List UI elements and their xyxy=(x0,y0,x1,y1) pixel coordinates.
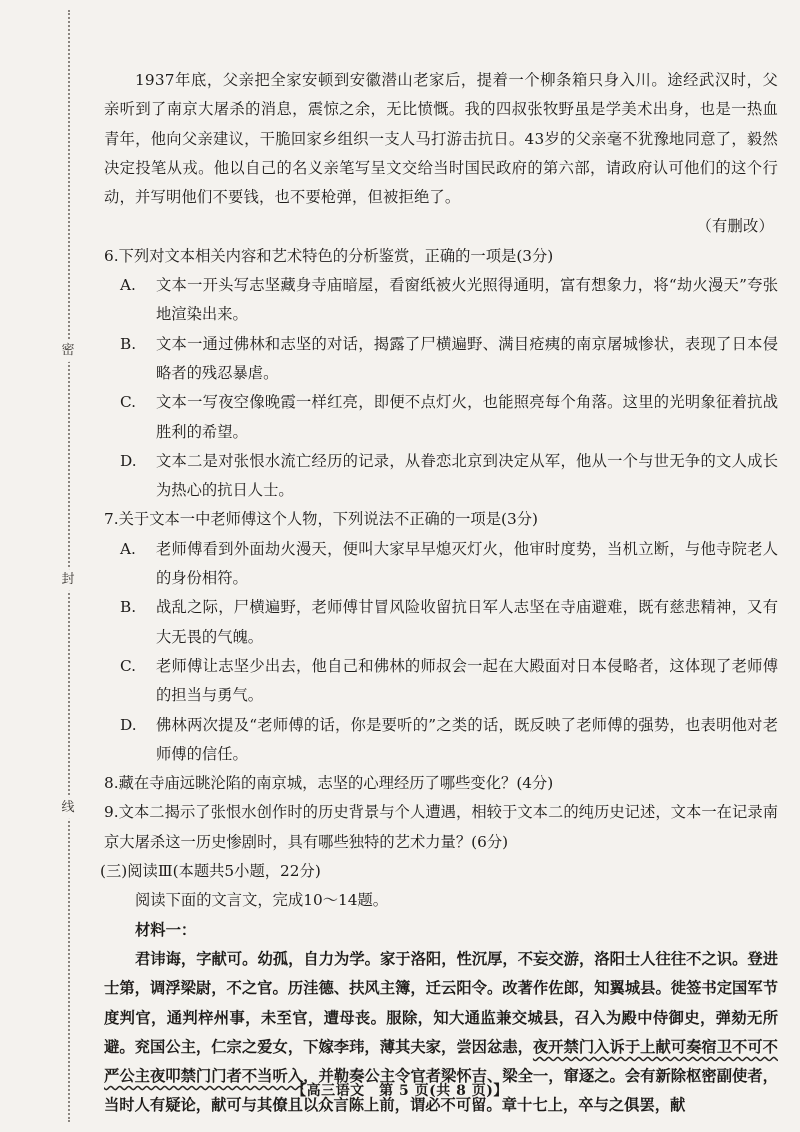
option-label: C. xyxy=(120,393,137,412)
section-3-heading: (三)阅读Ⅲ(本题共5小题，22分) xyxy=(100,862,321,881)
margin-seal-mi: 密 xyxy=(57,340,79,362)
question-7 xyxy=(104,505,778,769)
question-6 xyxy=(104,242,778,506)
option-b xyxy=(104,593,778,652)
question-stem: 7.关于文本一中老师傅这个人物，下列说法不正确的一项是(3分) xyxy=(104,510,538,529)
option-label: B. xyxy=(120,334,137,353)
option-text: 佛林两次提及“老师傅的话，你是要听的”之类的话，既反映了老师傅的强势，也表明他对老师傅的信任。 xyxy=(156,715,778,763)
option-text: 老师傅让志坚少出去，他自己和佛林的师叔会一起在大殿面对日本侵略者，这体现了老师傅的担当与勇气。 xyxy=(156,656,778,705)
option-c xyxy=(104,388,778,447)
option-d xyxy=(104,711,778,770)
margin-seal-feng: 封 xyxy=(57,569,79,591)
option-text: 战乱之际，尸横遍野，老师傅甘冒风险收留抗日军人志坚在寺庙避难，既有慈悲精神，又有大无畏的气魄。 xyxy=(156,598,778,646)
wavy-underlined-text: 夜开禁门入诉于上献可奏宿卫不可不严公主夜叩禁门门者不当听入 xyxy=(104,1037,778,1086)
option-label: D. xyxy=(120,715,137,734)
option-d xyxy=(104,447,778,506)
passage-source-note: （有删改） xyxy=(696,217,774,236)
option-label: D. xyxy=(120,451,137,470)
option-text: 文本一开头写志坚藏身寺庙暗屋，看窗纸被火光照得通明，富有想象力，将“劫火漫天”夸张地渲染出来。 xyxy=(156,276,778,324)
question-8: 8.藏在寺庙远眺沦陷的南京城，志坚的心理经历了哪些变化？(4分) xyxy=(104,774,554,793)
option-a xyxy=(104,271,778,330)
option-label: B. xyxy=(120,598,137,617)
option-c xyxy=(104,652,778,711)
question-9 xyxy=(104,798,778,857)
option-a xyxy=(104,535,778,594)
option-label: A. xyxy=(120,539,136,558)
option-text: 文本二是对张恨水流亡经历的记录，从眷恋北京到决定从军，他从一个与世无争的文人成长为热心的抗日人士。 xyxy=(156,451,778,500)
option-text: 老师傅看到外面劫火漫天，便叫大家早早熄灭灯火，他审时度势，当机立断，与他寺院老人的身份相符。 xyxy=(156,539,778,588)
classical-text-before: 君讳诲，字献可。幼孤，自力为学。家于洛阳，性沉厚，不妄交游，洛阳士人往往不之识。登进士第，调浮梁尉，不之官。历洼德、扶风主簿，迁云阳令。改著作佐郎，知翼城县。徙签书定国军节度判官，通判梓州事，未至官，遭母丧。服除，知大通监兼交城县，召入为殿中侍御史，弹劾无所避。兖国公主，仁宗之爱女，下嫁李玮，薄其夫家，尝因忿恚， xyxy=(104,949,778,1056)
option-label: C. xyxy=(120,656,137,675)
binding-dotted-line xyxy=(68,10,70,1122)
material-1-label: 材料一： xyxy=(135,920,197,939)
passage-ending-paragraph: 1937年底，父亲把全家安顿到安徽潜山老家后，提着一个柳条箱只身入川。途经武汉时，父亲听到了南京大屠杀的消息，震惊之余，无比愤慨。我的四叔张牧野虽是学美术出身，也是一热血青年，他向父亲建议，干脆回家乡组织一支人马打游击抗日。43岁的父亲毫不犹豫地同意了，毅然决定投笔从戎。他以自己的名义亲笔写呈文交给当时国民政府的第六部，请政府认可他们的这个行动，并写明他们不要钱，也不要枪弹，但被拒绝了。 xyxy=(104,71,778,207)
question-stem: 9.文本二揭示了张恨水创作时的历史背景与个人遭遇，相较于文本二的纯历史记述，文本一在记录南京大屠杀这一历史惨剧时，具有哪些独特的艺术力量？(6分) xyxy=(104,803,778,851)
option-label: A. xyxy=(120,276,136,295)
option-b xyxy=(104,330,778,389)
question-stem: 6.下列对文本相关内容和艺术特色的分析鉴赏，正确的一项是(3分) xyxy=(104,246,554,265)
page-content xyxy=(100,66,778,1121)
option-text: 文本一写夜空像晚霞一样红亮，即便不点灯火，也能照亮每个角落。这里的光明象征着抗战胜利的希望。 xyxy=(156,393,778,441)
classical-text-after: ，并勒奏公主令官者梁怀吉、梁全一，窜逐之。会有新除枢密副使者，当时人有疑论，献可与其僚且以众言陈上前，谓必不可留。章十七上，卒与之俱罢，献 xyxy=(104,1067,778,1115)
margin-seal-xian: 线 xyxy=(57,797,79,819)
section-3-instruction: 阅读下面的文言文，完成10～14题。 xyxy=(135,891,389,910)
option-text: 文本一通过佛林和志坚的对话，揭露了尸横遍野、满目疮痍的南京屠城惨状，表现了日本侵略者的残忍暴虐。 xyxy=(156,334,778,382)
page-footer: 【高三语文 第 5 页(共 8 页)】 xyxy=(292,1083,508,1099)
